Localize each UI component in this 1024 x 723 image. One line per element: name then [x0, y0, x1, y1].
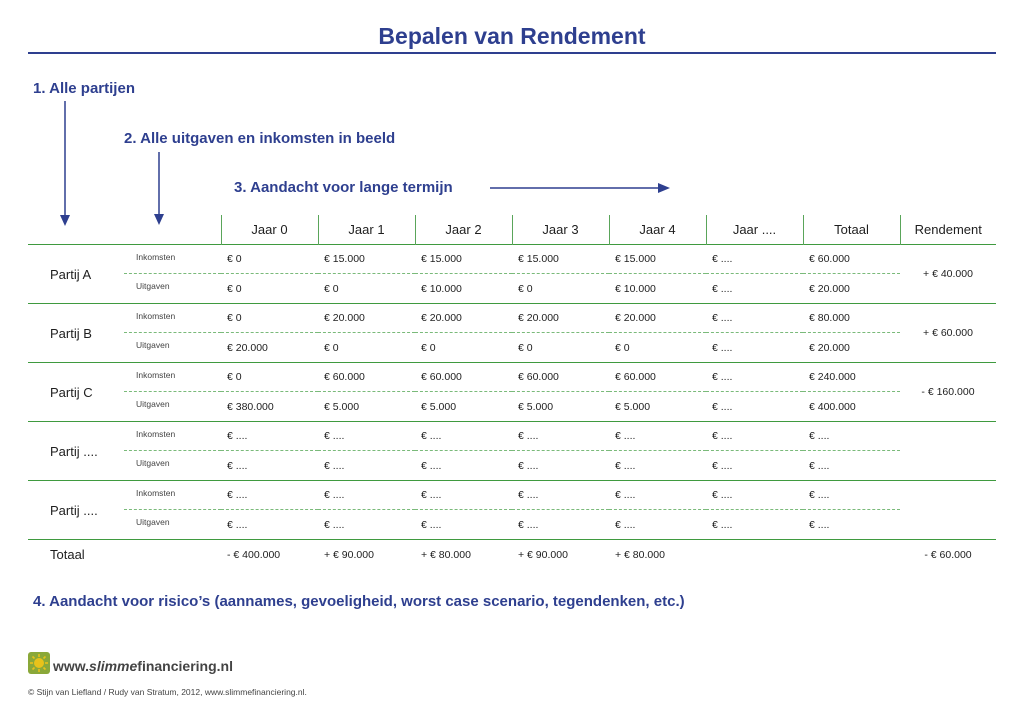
- header-row: [28, 215, 996, 245]
- step-1-label: 1. Alle partijen: [33, 80, 135, 97]
- rendement-table: [28, 215, 996, 569]
- copyright-text: © Stijn van Liefland / Rudy van Stratum, 2012, www.slimmefinanciering.nl.: [28, 687, 307, 697]
- expense-cell: € 0: [324, 341, 339, 354]
- expense-cell: € 20.000: [227, 341, 268, 354]
- expense-cell: € ....: [518, 518, 539, 531]
- income-cell: € ....: [706, 481, 803, 510]
- expense-cell: € ....: [615, 459, 636, 472]
- expense-row-label: Uitgaven: [136, 517, 170, 527]
- income-cell: € ....: [221, 481, 318, 510]
- expense-cell: € ....: [809, 518, 830, 531]
- arrow-right-icon: [490, 181, 672, 195]
- income-cell: € 0: [221, 304, 318, 333]
- title-divider: [28, 52, 996, 54]
- expense-cell: € 5.000: [421, 400, 457, 413]
- expense-row-label: Uitgaven: [136, 458, 170, 468]
- expense-cell: € 0: [227, 282, 242, 295]
- rendement-cell: - € 160.000: [900, 363, 996, 422]
- income-cell: € 15.000: [512, 245, 609, 274]
- expense-cell: € ....: [421, 518, 442, 531]
- party-name-text: Partij B: [50, 325, 92, 341]
- header-corner: [28, 215, 221, 245]
- expense-cell: € ....: [324, 518, 345, 531]
- income-row-label: Inkomsten: [136, 429, 176, 439]
- income-cell: € ....: [803, 422, 900, 451]
- expense-cell: € 0: [615, 341, 630, 354]
- expense-cell: € 5.000: [324, 400, 360, 413]
- expense-cell: € 10.000: [615, 282, 656, 295]
- income-cell: € 20.000: [415, 304, 512, 333]
- income-cell: € ....: [706, 304, 803, 333]
- party-name: [28, 422, 221, 481]
- rendement-cell: [900, 481, 996, 540]
- party-name: [28, 481, 221, 540]
- arrow-down-icon: [58, 101, 72, 229]
- income-cell: € ....: [706, 363, 803, 392]
- step-3-label: 3. Aandacht voor lange termijn: [234, 179, 453, 196]
- income-cell: € 60.000: [415, 363, 512, 392]
- income-row-label: Inkomsten: [136, 488, 176, 498]
- site-suffix: financiering.nl: [137, 658, 233, 674]
- header-cell: Totaal: [803, 215, 900, 245]
- income-cell: € 60.000: [609, 363, 706, 392]
- party-name: [28, 304, 221, 363]
- page-title: Bepalen van Rendement: [378, 23, 646, 49]
- income-cell: € ....: [512, 481, 609, 510]
- total-cell: + € 80.000: [415, 540, 512, 570]
- income-cell: € ....: [609, 481, 706, 510]
- expense-cell: € ....: [712, 400, 733, 413]
- header-cell: Rendement: [900, 215, 996, 245]
- expense-cell: € 20.000: [809, 341, 850, 354]
- expense-row-label: Uitgaven: [136, 399, 170, 409]
- income-cell: € ....: [706, 422, 803, 451]
- expense-cell: € ....: [809, 459, 830, 472]
- expense-cell: € 0: [324, 282, 339, 295]
- income-cell: € 20.000: [318, 304, 415, 333]
- income-row-label: Inkomsten: [136, 311, 176, 321]
- total-cell: - € 400.000: [221, 540, 318, 570]
- expense-cell: € 0: [518, 341, 533, 354]
- income-cell: € 15.000: [609, 245, 706, 274]
- expense-cell: € ....: [712, 518, 733, 531]
- expense-row-label: Uitgaven: [136, 281, 170, 291]
- expense-cell: € 0: [518, 282, 533, 295]
- income-cell: € ....: [221, 422, 318, 451]
- expense-cell: € 20.000: [809, 282, 850, 295]
- expense-cell: € 400.000: [809, 400, 856, 413]
- expense-cell: € ....: [324, 459, 345, 472]
- expense-cell: € 380.000: [227, 400, 274, 413]
- expense-cell: € ....: [712, 341, 733, 354]
- income-cell: € ....: [803, 481, 900, 510]
- rendement-cell: + € 40.000: [900, 245, 996, 304]
- income-cell: € 0: [221, 245, 318, 274]
- expense-row-label: Uitgaven: [136, 340, 170, 350]
- expense-cell: € 5.000: [518, 400, 554, 413]
- site-prefix: www.: [53, 658, 90, 674]
- expense-cell: € 5.000: [615, 400, 651, 413]
- income-cell: € 15.000: [318, 245, 415, 274]
- income-cell: € 60.000: [803, 245, 900, 274]
- header-cell: Jaar 4: [609, 215, 706, 245]
- sun-logo-icon: [28, 652, 50, 674]
- income-cell: € ....: [318, 422, 415, 451]
- rendement-cell: [900, 422, 996, 481]
- income-cell: € 60.000: [512, 363, 609, 392]
- row-divider: [124, 450, 221, 451]
- step-4-label: 4. Aandacht voor risico’s (aannames, gevoeligheid, worst case scenario, tegendenken, etc.): [33, 593, 685, 610]
- expense-cell: € 10.000: [421, 282, 462, 295]
- header-cell: Jaar 3: [512, 215, 609, 245]
- row-divider: [124, 332, 221, 333]
- party-name-text: Partij A: [50, 266, 92, 282]
- expense-cell: € ....: [227, 459, 248, 472]
- website-link[interactable]: [53, 658, 233, 674]
- header-cell: Jaar ....: [706, 215, 803, 245]
- total-row: [28, 540, 996, 570]
- party-income-row: [28, 304, 996, 333]
- income-cell: € 0: [221, 363, 318, 392]
- income-cell: € ....: [609, 422, 706, 451]
- income-cell: € 20.000: [609, 304, 706, 333]
- total-cell: + € 80.000: [609, 540, 706, 570]
- expense-cell: € ....: [518, 459, 539, 472]
- party-name-text: Partij C: [50, 384, 93, 400]
- total-rendement-cell: - € 60.000: [900, 540, 996, 570]
- party-name-text: Partij ....: [50, 443, 98, 459]
- income-row-label: Inkomsten: [136, 370, 176, 380]
- income-cell: € 240.000: [803, 363, 900, 392]
- party-name-text: Partij ....: [50, 502, 98, 518]
- total-cell: [803, 540, 900, 570]
- site-italic: slimme: [89, 658, 138, 674]
- row-divider: [124, 273, 221, 274]
- party-name: [28, 245, 221, 304]
- expense-cell: € ....: [615, 518, 636, 531]
- header-cell: Jaar 2: [415, 215, 512, 245]
- total-cell: + € 90.000: [512, 540, 609, 570]
- expense-cell: € ....: [712, 459, 733, 472]
- expense-cell: € 0: [421, 341, 436, 354]
- income-cell: € 15.000: [415, 245, 512, 274]
- step-2-label: 2. Alle uitgaven en inkomsten in beeld: [124, 130, 396, 147]
- row-divider: [124, 509, 221, 510]
- row-divider: [124, 391, 221, 392]
- total-cell: [706, 540, 803, 570]
- party-income-row: [28, 245, 996, 274]
- income-row-label: Inkomsten: [136, 252, 176, 262]
- rendement-cell: + € 60.000: [900, 304, 996, 363]
- expense-cell: € ....: [227, 518, 248, 531]
- expense-cell: € ....: [712, 282, 733, 295]
- income-cell: € ....: [415, 422, 512, 451]
- income-cell: € 20.000: [512, 304, 609, 333]
- income-cell: € 80.000: [803, 304, 900, 333]
- income-cell: € ....: [318, 481, 415, 510]
- income-cell: € ....: [415, 481, 512, 510]
- party-income-row: [28, 422, 996, 451]
- header-cell: Jaar 0: [221, 215, 318, 245]
- total-label: Totaal: [28, 540, 221, 570]
- income-cell: € ....: [706, 245, 803, 274]
- income-cell: € 60.000: [318, 363, 415, 392]
- total-cell: + € 90.000: [318, 540, 415, 570]
- income-cell: € ....: [512, 422, 609, 451]
- party-income-row: [28, 363, 996, 392]
- party-income-row: [28, 481, 996, 510]
- expense-cell: € ....: [421, 459, 442, 472]
- party-name: [28, 363, 221, 422]
- header-cell: Jaar 1: [318, 215, 415, 245]
